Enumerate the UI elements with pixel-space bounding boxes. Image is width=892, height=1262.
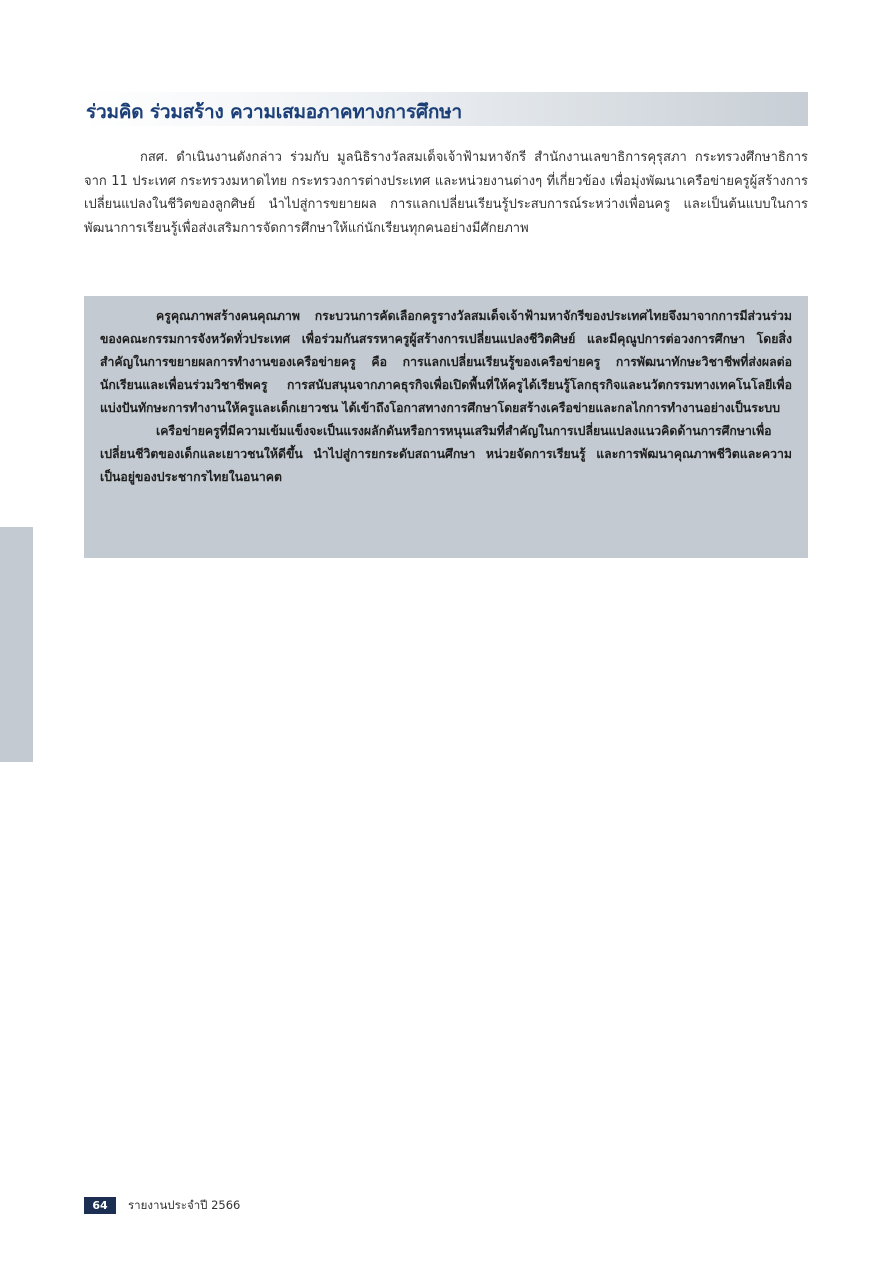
side-tab (0, 527, 33, 762)
report-title: รายงานประจำปี 2566 (128, 1197, 241, 1212)
highlight-paragraph-1: ครูคุณภาพสร้างคนคุณภาพ กระบวนการคัดเลือกครูรางวัลสมเด็จเจ้าฟ้ามหาจักรีของประเทศไทยจึงมาจากการมีส่วนร่วมของคณะกรรมการจังหวัดทั่วประเทศ เพื่อร่วมกันสรรหาครูผู้สร้างการเปลี่ยนแปลงชีวิตศิษย์ และมีคุณูปการต่อวงการศึกษา โดยสิ่งสำคัญในการขยายผลการทำงานของเครือข่ายครู คือ การแลกเปลี่ยนเรียนรู้ของเครือข่ายครู การพัฒนาทักษะวิชาชีพที่ส่งผลต่อนักเรียนและเพื่อนร่วมวิชาชีพครู การสนับสนุนจากภาคธุรกิจเพื่อเปิดพื้นที่ให้ครูได้เรียนรู้โลกธุรกิจและนวัตกรรมทางเทคโนโลยีเพื่อแบ่งปันทักษะการทำงานให้ครูและเด็กเยาวชน ได้เข้าถึงโอกาสทางการศึกษาโดยสร้างเครือข่ายและกลไกการทำงานอย่างเป็นระบบ (100, 309, 792, 415)
section-title-bar (84, 92, 808, 126)
highlight-paragraph-2: เครือข่ายครูที่มีความเข้มแข็งจะเป็นแรงผลักดันหรือการหนุนเสริมที่สำคัญในการเปลี่ยนแปลงแนวคิดด้านการศึกษาเพื่อเปลี่ยนชีวิตของเด็กและเยาวชนให้ดีขึ้น นำไปสู่การยกระดับสถานศึกษา หน่วยจัดการเรียนรู้ และการพัฒนาคุณภาพชีวิตและความเป็นอยู่ของประชากรไทยในอนาคต (100, 424, 792, 484)
page-number: 64 (84, 1197, 116, 1214)
intro-paragraph: กสศ. ดำเนินงานดังกล่าว ร่วมกับ มูลนิธิรางวัลสมเด็จเจ้าฟ้ามหาจักรี สำนักงานเลขาธิการคุรุสภา กระทรวงศึกษาธิการ จาก 11 ประเทศ กระทรวงมหาดไทย กระทรวงการต่างประเทศ และหน่วยงานต่างๆ ที่เกี่ยวข้อง เพื่อมุ่งพัฒนาเครือข่ายครูผู้สร้างการเปลี่ยนแปลงในชีวิตของลูกศิษย์ นำไปสู่การขยายผล การแลกเปลี่ยนเรียนรู้ประสบการณ์ระหว่างเพื่อนครู และเป็นต้นแบบในการพัฒนาการเรียนรู้เพื่อส่งเสริมการจัดการศึกษาให้แก่นักเรียนทุกคนอย่างมีศักยภาพ (84, 150, 808, 236)
highlight-box (84, 296, 808, 558)
section-title: ร่วมคิด ร่วมสร้าง ความเสมอภาคทางการศึกษา (86, 101, 462, 123)
page-footer (84, 1197, 240, 1214)
